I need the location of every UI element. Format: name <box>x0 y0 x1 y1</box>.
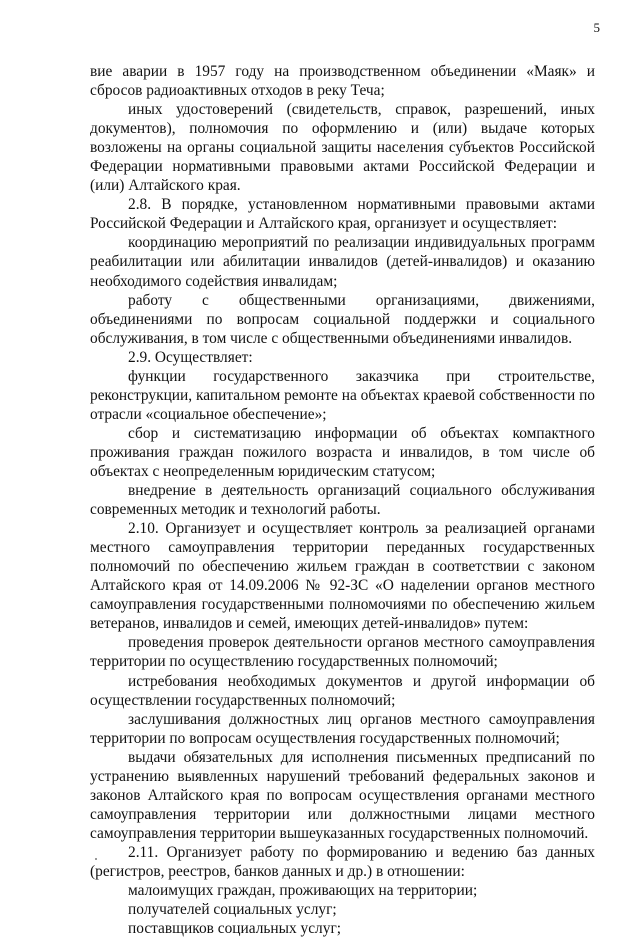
paragraph-11: истребования необходимых документов и другой информации об осуществлении государственных полномочий; <box>90 672 595 709</box>
document-body <box>90 62 595 938</box>
paragraph-2-8: 2.8. В порядке, установленном нормативными правовыми актами Российской Федерации и Алтайского края, организует и осуществляет: <box>90 196 595 233</box>
paragraph-7: сбор и систематизацию информации об объектах компактного проживания граждан пожилого возраста и инвалидов, в том числе об объектах с неопределенным юридическим статусом; <box>90 424 595 480</box>
paragraph-2-9: 2.9. Осуществляет: <box>128 348 253 366</box>
paragraph-4: работу с общественными организациями, движениями, объединениями по вопросам социальной поддержки и социального обслуживания, в том числе с общественными объединениями инвалидов. <box>90 291 595 347</box>
paragraph-1: иных удостоверений (свидетельств, справок, разрешений, иных документов), полномочия по оформлению и (или) выдаче которых возложены на органы социальной защиты населения субъектов Российской Федерации нормативными правовыми актами Российской Федерации и (или) Алтайского края. <box>90 101 595 195</box>
paragraph-8: внедрение в деятельность организаций социального обслуживания современных методик и технологий работы. <box>90 482 595 519</box>
paragraph-0: вие аварии в 1957 году на производственном объединении «Маяк» и сбросов радиоактивных отходов в реку Теча; <box>90 63 595 100</box>
page-number: 5 <box>593 20 600 35</box>
paragraph-2-11: 2.11. Организует работу по формированию и ведению баз данных (регистров, реестров, банков данных и др.) в отношении: <box>90 843 595 880</box>
scan-speck <box>95 858 97 860</box>
paragraph-6: функции государственного заказчика при строительстве, реконструкции, капитальном ремонте на объектах краевой собственности по отрасли «социальное обеспечение»; <box>90 367 595 423</box>
paragraph-10: проведения проверок деятельности органов местного самоуправления территории по осуществлению государственных полномочий; <box>90 634 595 671</box>
paragraph-13: выдачи обязательных для исполнения письменных предписаний по устранению выявленных нарушений требований федеральных законов и законов Алтайского края по вопросам осуществления органами местного самоуправления территории или должностными лицами местного самоуправления территории вышеуказанных государственных полномочий. <box>90 748 595 842</box>
paragraph-15: малоимущих граждан, проживающих на территории; <box>128 882 478 900</box>
paragraph-2-10: 2.10. Организует и осуществляет контроль за реализацией органами местного самоуправления территории переданных государственных полномочий по обеспечению жильем граждан в соответствии с законом Алтайского края от 14.09.2006 № 92-ЗС «О наделении органов местного самоуправления государственными полномочиями по обеспечению жильем ветеранов, инвалидов и семей, имеющих детей-инвалидов» путем: <box>90 520 595 633</box>
paragraph-17: поставщиков социальных услуг; <box>128 920 342 938</box>
paragraph-16: получателей социальных услуг; <box>128 901 337 919</box>
paragraph-12: заслушивания должностных лиц органов местного самоуправления территории по вопросам осуществления государственных полномочий; <box>90 710 595 747</box>
paragraph-3: координацию мероприятий по реализации индивидуальных программ реабилитации или абилитации инвалидов (детей-инвалидов) и оказанию необходимого содействия инвалидам; <box>90 234 595 290</box>
